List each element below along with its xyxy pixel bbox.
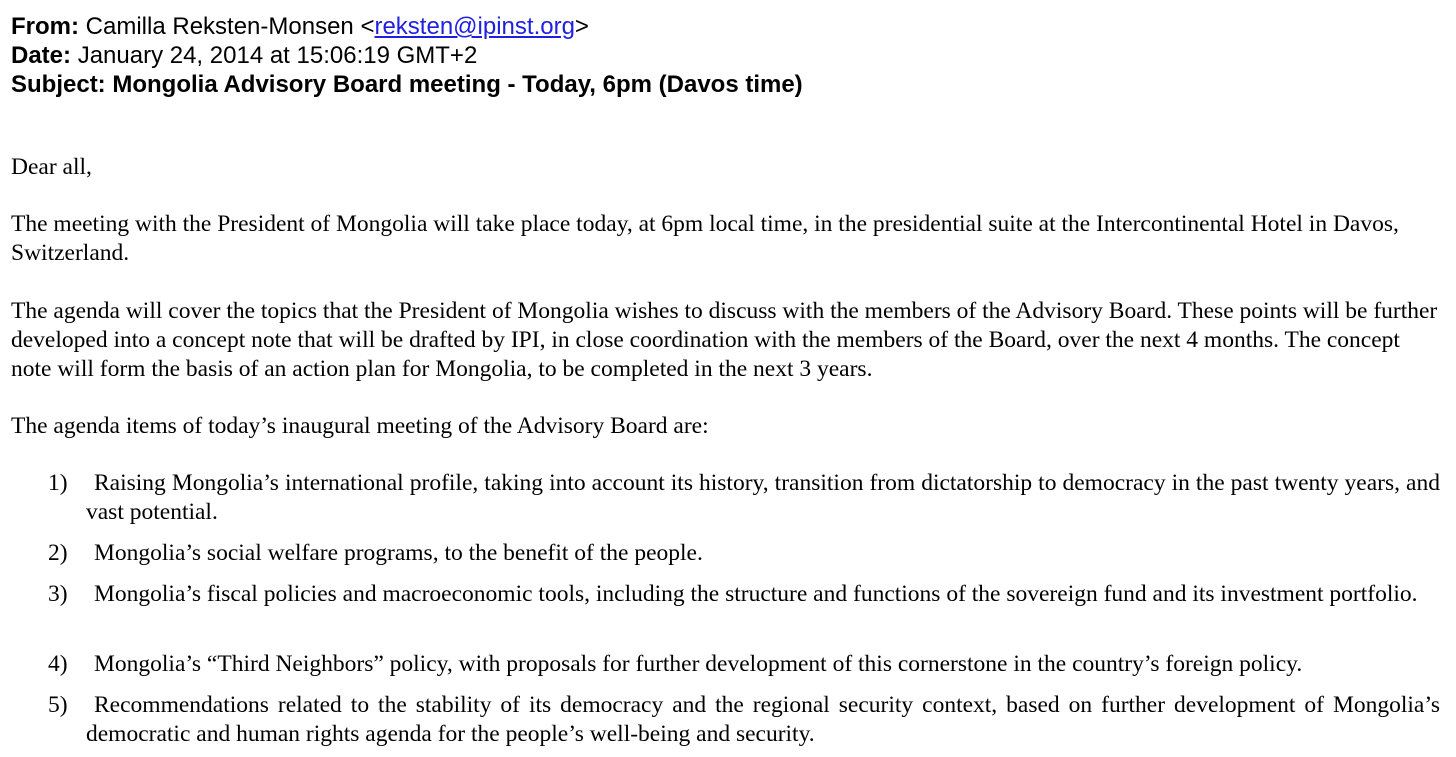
agenda-item-number: 4) [48, 651, 68, 677]
agenda-item-number: 1) [48, 470, 68, 496]
date-line [11, 41, 803, 70]
paragraph-meeting-details: The meeting with the President of Mongolia will take place today, at 6pm local time, in the presidential suite at the Intercontinental Hotel in Davos, Switzerland. [11, 211, 1399, 266]
agenda-item [48, 469, 1440, 527]
agenda-item-number: 3) [48, 581, 68, 607]
greeting: Dear all, [11, 154, 92, 180]
from-line [11, 12, 803, 41]
paragraph-agenda-intro: The agenda items of today’s inaugural meeting of the Advisory Board are: [11, 413, 709, 439]
agenda-item-text: Raising Mongolia’s international profile, taking into account its history, transition from dictatorship to democracy in the past twenty years, and vast potential. [86, 470, 1440, 525]
from-label: From: [11, 13, 79, 40]
agenda-item-text: Mongolia’s fiscal policies and macroeconomic tools, including the structure and functions of the sovereign fund and its investment portfolio. [94, 581, 1418, 607]
agenda-item [48, 580, 1440, 609]
subject-label: Subject: [11, 71, 106, 98]
from-address-open: < [353, 13, 375, 40]
from-address-close: > [574, 13, 589, 40]
date-value: January 24, 2014 at 15:06:19 GMT+2 [77, 42, 478, 69]
email-header [11, 12, 803, 99]
agenda-item [48, 691, 1440, 749]
agenda-item-text: Mongolia’s “Third Neighbors” policy, with proposals for further development of this cornerstone in the country’s foreign policy. [94, 651, 1303, 677]
subject-value: Mongolia Advisory Board meeting - Today, 6pm (Davos time) [112, 71, 803, 98]
agenda-item [48, 539, 1440, 568]
agenda-item [48, 650, 1440, 679]
subject-line [11, 70, 803, 99]
agenda-item-text: Mongolia’s social welfare programs, to the benefit of the people. [94, 540, 703, 566]
date-label: Date: [11, 42, 72, 69]
agenda-item-number: 5) [48, 692, 68, 718]
agenda-item-text: Recommendations related to the stability of its democracy and the regional security context, based on further development of Mongolia’s democratic and human rights agenda for the people’s well-being and security. [86, 692, 1440, 747]
from-email-link[interactable]: reksten@ipinst.org [374, 13, 575, 40]
from-name: Camilla Reksten-Monsen [85, 13, 354, 40]
agenda-item-number: 2) [48, 540, 68, 566]
paragraph-agenda-overview: The agenda will cover the topics that the President of Mongolia wishes to discuss with the members of the Advisory Board. These points will be further developed into a concept note that will be drafted by IPI, in close coordination with the members of the Board, over the next 4 months. The concept note will form the basis of an action plan for Mongolia, to be completed in the next 3 years. [11, 298, 1438, 382]
